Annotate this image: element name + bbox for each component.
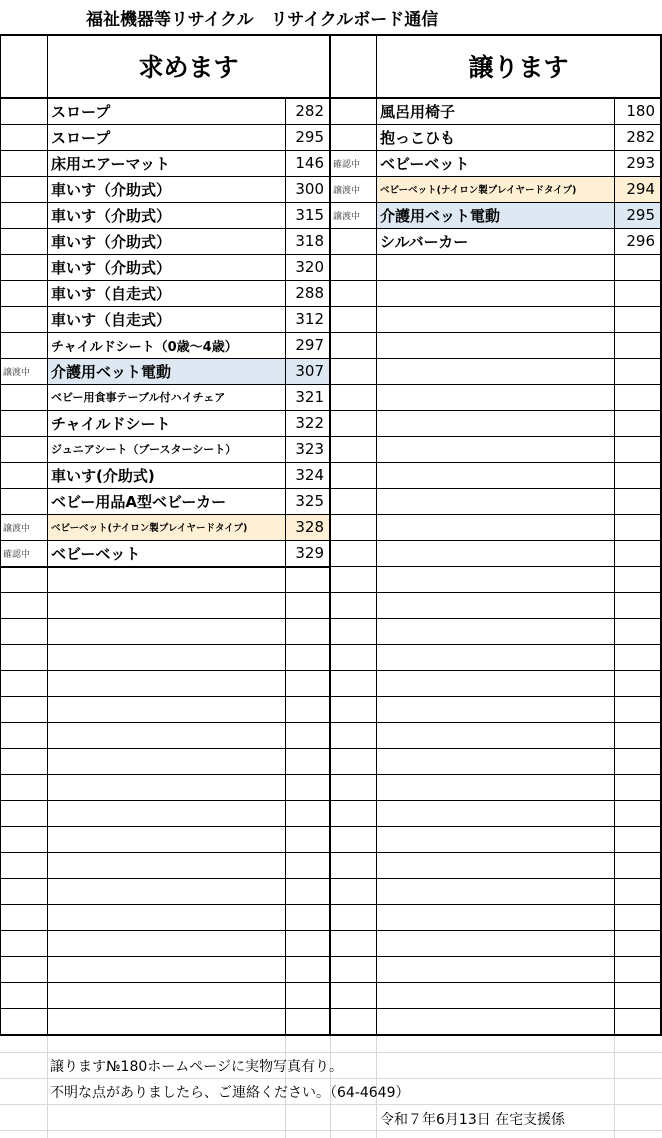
status-label — [0, 488, 47, 514]
item-number: 320 — [295, 258, 324, 276]
item-name: シルバーカー — [380, 232, 469, 251]
status-label: 譲渡中 — [333, 185, 361, 196]
row-line — [0, 514, 662, 515]
row-line — [0, 826, 662, 827]
status-label — [330, 98, 376, 124]
row-line — [0, 1008, 662, 1009]
table-top-border — [0, 34, 662, 36]
item-name: 車いす（介助式） — [51, 258, 172, 277]
item-name: チャイルドシート — [51, 414, 171, 433]
item-number: 300 — [295, 180, 324, 198]
item-number: 324 — [295, 466, 324, 484]
row-line — [0, 644, 662, 645]
item-name: 介護用ベット電動 — [380, 206, 501, 225]
item-name: ベビー用食事テーブル付ハイチェア — [51, 391, 226, 404]
item-name: スロープ — [51, 128, 111, 147]
column-line — [376, 34, 377, 1036]
status-label: 譲渡中 — [333, 211, 361, 222]
row-line — [0, 618, 662, 619]
footer-date: 令和７年6月13日 在宅支援係 — [380, 1112, 566, 1128]
item-number: 307 — [295, 362, 324, 380]
header-bottom-border — [0, 97, 662, 99]
item-number: 323 — [295, 440, 324, 458]
item-number: 295 — [626, 206, 655, 224]
footer-note-contact: 不明な点がありましたら、ご連絡ください。（64-4649） — [50, 1085, 410, 1101]
item-number: 180 — [626, 102, 655, 120]
status-label — [0, 228, 47, 254]
row-line — [0, 254, 662, 255]
row-line — [0, 982, 662, 983]
item-number: 318 — [295, 232, 324, 250]
item-name: ベビーベット(ナイロン製プレイヤードタイプ) — [51, 523, 248, 534]
status-label — [330, 124, 376, 150]
item-number: 282 — [295, 102, 324, 120]
status-label — [0, 436, 47, 462]
row-line — [0, 358, 662, 359]
status-label: 譲渡中 — [3, 523, 31, 534]
row-line — [0, 878, 662, 879]
row-line — [0, 774, 662, 775]
row-line — [0, 436, 662, 437]
item-number: 312 — [295, 310, 324, 328]
item-name: 車いす（介助式） — [51, 206, 172, 225]
item-name: ベビーベット — [51, 544, 141, 563]
status-label — [0, 410, 47, 436]
item-number: 322 — [295, 414, 324, 432]
status-label — [330, 228, 376, 254]
status-label: 確認中 — [3, 549, 31, 560]
row-line — [0, 306, 662, 307]
item-number: 328 — [295, 518, 324, 536]
row-line — [0, 384, 662, 385]
row-line — [0, 176, 662, 177]
row-line — [0, 540, 662, 541]
status-label: 譲渡中 — [3, 367, 31, 378]
status-label — [0, 280, 47, 306]
item-name: 介護用ベット電動 — [51, 362, 172, 381]
row-line — [0, 202, 662, 203]
item-name: ジュニアシート（ブースターシート） — [51, 443, 237, 456]
item-number: 329 — [295, 544, 324, 562]
row-line — [0, 124, 662, 125]
row-line — [0, 670, 662, 671]
sheet-title: 福祉機器等リサイクル リサイクルボード通信 — [86, 9, 439, 30]
wanted-header: 求めます — [138, 53, 239, 82]
item-name: 風呂用椅子 — [380, 102, 456, 121]
row-line — [0, 904, 662, 905]
row-line — [0, 930, 662, 931]
item-name: ベビーベット — [380, 154, 470, 173]
item-name: 車いす(介助式) — [51, 466, 155, 485]
item-name: ベビー用品A型ベビーカー — [51, 492, 227, 511]
item-number: 321 — [295, 388, 324, 406]
section-line — [0, 566, 330, 568]
status-label — [0, 462, 47, 488]
item-name: 車いす（自走式） — [51, 284, 172, 303]
offered-header: 譲ります — [468, 53, 569, 82]
item-name: チャイルドシート（0歳～4歳） — [51, 339, 238, 355]
row-line — [0, 488, 662, 489]
item-number: 296 — [626, 232, 655, 250]
row-line — [0, 410, 662, 411]
item-name: 車いす（介助式） — [51, 232, 172, 251]
status-label — [0, 98, 47, 124]
item-number: 282 — [626, 128, 655, 146]
item-number: 295 — [295, 128, 324, 146]
status-label — [0, 306, 47, 332]
footer-grid-line — [47, 1036, 48, 1138]
status-label — [0, 124, 47, 150]
item-number: 294 — [626, 180, 655, 198]
item-number: 315 — [295, 206, 324, 224]
item-name: 床用エアーマット — [51, 154, 170, 173]
item-number: 297 — [295, 336, 324, 354]
row-line — [0, 956, 662, 957]
row-line — [0, 722, 662, 723]
status-label — [0, 332, 47, 358]
item-name: 車いす（介助式） — [51, 180, 172, 199]
row-line — [0, 592, 662, 593]
status-label — [0, 384, 47, 410]
row-line — [0, 150, 662, 151]
item-name: ベビーベット(ナイロン製プレイヤードタイプ) — [380, 185, 577, 196]
item-number: 293 — [626, 154, 655, 172]
item-name: 車いす（自走式） — [51, 310, 172, 329]
status-label — [0, 202, 47, 228]
column-line — [47, 34, 48, 1036]
row-line — [0, 852, 662, 853]
row-line — [0, 696, 662, 697]
row-line — [0, 228, 662, 229]
row-line — [0, 280, 662, 281]
item-name: スロープ — [51, 102, 111, 121]
status-label — [0, 150, 47, 176]
footer-note-photo: 譲ります№180ホームページに実物写真有り。 — [50, 1059, 344, 1075]
item-number: 146 — [295, 154, 324, 172]
row-line — [0, 332, 662, 333]
column-line — [0, 34, 1, 1036]
status-label — [0, 254, 47, 280]
row-line — [0, 748, 662, 749]
item-number: 288 — [295, 284, 324, 302]
row-line — [0, 800, 662, 801]
table-bottom-border — [0, 1034, 662, 1036]
row-line — [0, 462, 662, 463]
status-label: 確認中 — [333, 159, 361, 170]
item-number: 325 — [295, 492, 324, 510]
column-line — [614, 98, 615, 1036]
column-line — [285, 98, 286, 1036]
item-name: 抱っこひも — [380, 128, 456, 147]
status-label — [0, 176, 47, 202]
column-line — [329, 34, 331, 1036]
